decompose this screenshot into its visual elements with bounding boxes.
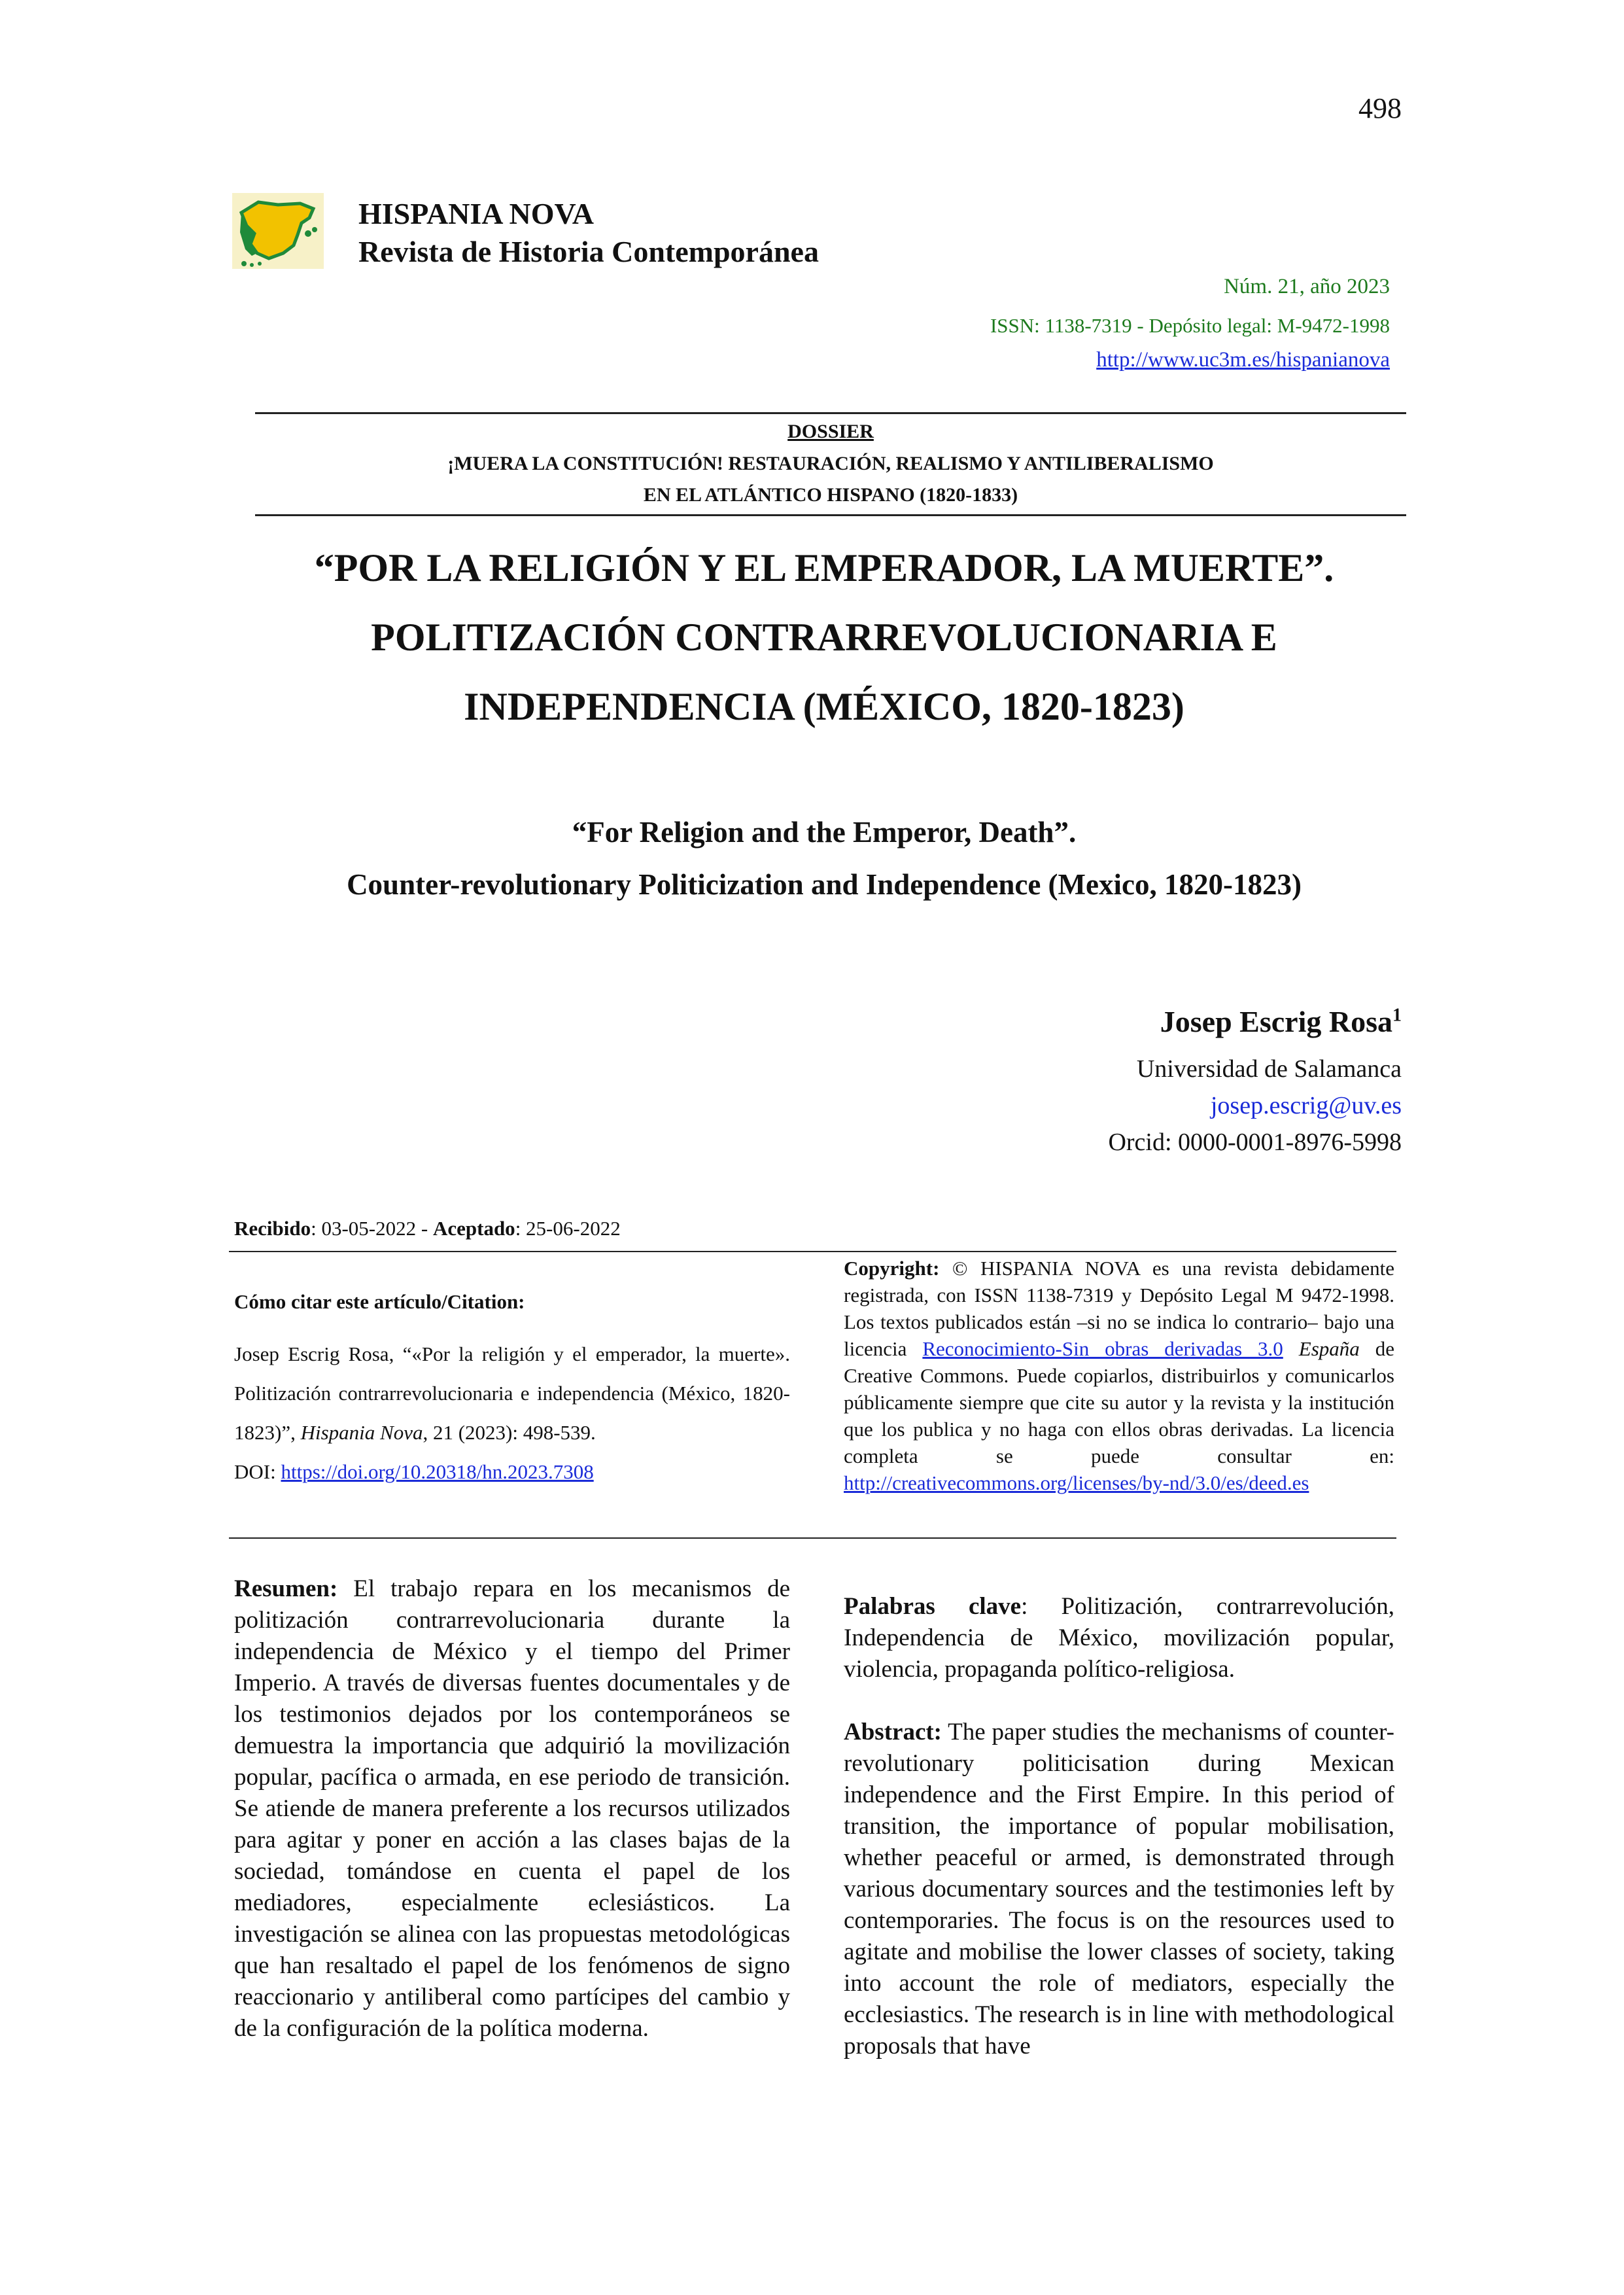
palabras-clave-text: : Politización, contrarrevolución, Independencia de México, movilización popular, violencia, propaganda político-religiosa. (844, 1593, 1394, 1683)
copyright-text-2: de Creative Commons. Puede copiarlos, distribuirlos y comunicarlos públicamente siempre que cite su autor y la revista y la institución que los publica y no haga con ellos obras derivadas. La licencia completa se puede consultar en: (844, 1337, 1394, 1467)
journal-masthead (358, 195, 819, 271)
abstract-label: Abstract: (844, 1719, 942, 1745)
citation-text-part: , 21 (2023): 498-539. (423, 1421, 596, 1444)
copyright-box (844, 1255, 1394, 1496)
title-es-line: “POR LA RELIGIÓN Y EL EMPERADOR, LA MUERTE”. (314, 546, 1334, 589)
resumen-label: Resumen: (234, 1575, 338, 1602)
journal-subtitle: Revista de Historia Contemporánea (358, 235, 819, 268)
dossier-title-line1: ¡MUERA LA CONSTITUCIÓN! RESTAURACIÓN, REALISMO Y ANTILIBERALISMO (447, 453, 1214, 474)
license-link[interactable]: Reconocimiento-Sin obras derivadas 3.0 (922, 1337, 1283, 1360)
title-en-line: “For Religion and the Emperor, Death”. (572, 816, 1077, 849)
received-label: Recibido (234, 1217, 311, 1240)
page-number: 498 (1358, 92, 1402, 124)
palabras-clave-label: Palabras clave (844, 1593, 1022, 1620)
resumen-section (234, 1573, 790, 2044)
author-affiliation: Universidad de Salamanca (1136, 1055, 1402, 1083)
journal-name: HISPANIA NOVA (358, 197, 594, 230)
dates-line (234, 1217, 621, 1240)
author-orcid: Orcid: 0000-0001-8976-5998 (1108, 1129, 1402, 1156)
title-en-line: Counter-revolutionary Politicization and Independence (Mexico, 1820-1823) (347, 868, 1302, 901)
title-es-line: POLITIZACIÓN CONTRARREVOLUCIONARIA E (371, 616, 1277, 659)
citation-box (234, 1282, 790, 1492)
abstract-section (844, 1717, 1394, 2062)
palabras-clave-section (844, 1591, 1394, 1685)
copyright-spain: España (1298, 1337, 1360, 1360)
dossier-label: DOSSIER (787, 421, 874, 442)
accepted-date: : 25-06-2022 (515, 1217, 621, 1240)
license-url-link[interactable]: http://creativecommons.org/licenses/by-nd/3.0/es/deed.es (844, 1471, 1309, 1494)
top-rule (255, 412, 1406, 414)
received-date: : 03-05-2022 - (311, 1217, 433, 1240)
citation-doi (234, 1452, 790, 1492)
citation-bottom-rule (229, 1537, 1396, 1539)
author-name-text: Josep Escrig Rosa (1160, 1005, 1392, 1038)
issue-number: Núm. 21, año 2023 (1224, 275, 1390, 298)
citation-journal: Hispania Nova (300, 1421, 423, 1444)
abstract-text: The paper studies the mechanisms of counter-revolutionary politicisation during Mexican independence and the First Empire. In this period of transition, the importance of popular mobilisation, whether peaceful or armed, is demonstrated through various documentary sources and the testimonies left by contemporaries. The focus is on the resources used to agitate and mobilise the lower classes of society, taking into account the role of mediators, especially the ecclesiastics. The research is in line with methodological proposals that have (844, 1719, 1394, 2059)
article-title-english (196, 806, 1452, 911)
title-es-line: INDEPENDENCIA (MÉXICO, 1820-1823) (464, 685, 1184, 728)
issn-info: ISSN: 1138-7319 - Depósito legal: M-9472-1998 (990, 314, 1390, 337)
right-column (844, 1591, 1394, 2062)
citation-top-rule (229, 1251, 1396, 1252)
dossier-title-line2: EN EL ATLÁNTICO HISPANO (1820-1833) (643, 484, 1018, 506)
dossier-bottom-rule (255, 514, 1406, 516)
citation-text-part: Josep Escrig Rosa, “«Por la religión y el emperador, la muerte». Politización contrarrevolucionaria e independencia (México, 1820-1823)”, (234, 1342, 790, 1444)
resumen-text: El trabajo repara en los mecanismos de politización contrarrevolucionaria durante la independencia de México y el tiempo del Primer Imperio. A través de diversas fuentes documentales y de los testimonios dejados por los contemporáneos se demuestra la importancia que adquirió la movilización popular, pacífica o armada, en ese periodo de transición. Se atiende de manera preferente a los recursos utilizados para agitar y poner en acción a las clases bajas de la sociedad, tomándose en cuenta el papel de los mediadores, especialmente eclesiásticos. La investigación se alinea con las propuestas metodológicas que han resaltado el papel de los fenómenos de signo reaccionario y antiliberal como partícipes del cambio y de la configuración de la política moderna. (234, 1575, 790, 2042)
author-name (1160, 1004, 1402, 1039)
author-footnote-ref[interactable]: 1 (1392, 1005, 1402, 1026)
accepted-label: Aceptado (432, 1217, 515, 1240)
article-title-spanish (196, 533, 1452, 741)
copyright-text: © HISPANIA NOVA es una revista debidamente registrada, con ISSN 1138-7319 y Depósito Legal M 9472-1998. Los textos publicados están –si no se indica lo contrario– bajo una licencia (844, 1257, 1394, 1360)
spain-map-logo-icon (232, 193, 324, 269)
doi-link[interactable]: https://doi.org/10.20318/hn.2023.7308 (281, 1460, 594, 1483)
author-email-link[interactable]: josep.escrig@uv.es (1210, 1092, 1402, 1119)
doi-label: DOI: (234, 1460, 281, 1483)
journal-url-link[interactable]: http://www.uc3m.es/hispanianova (1096, 348, 1390, 372)
copyright-label: Copyright: (844, 1257, 940, 1280)
citation-text (234, 1335, 790, 1452)
citation-heading: Cómo citar este artículo/Citation: (234, 1290, 525, 1313)
